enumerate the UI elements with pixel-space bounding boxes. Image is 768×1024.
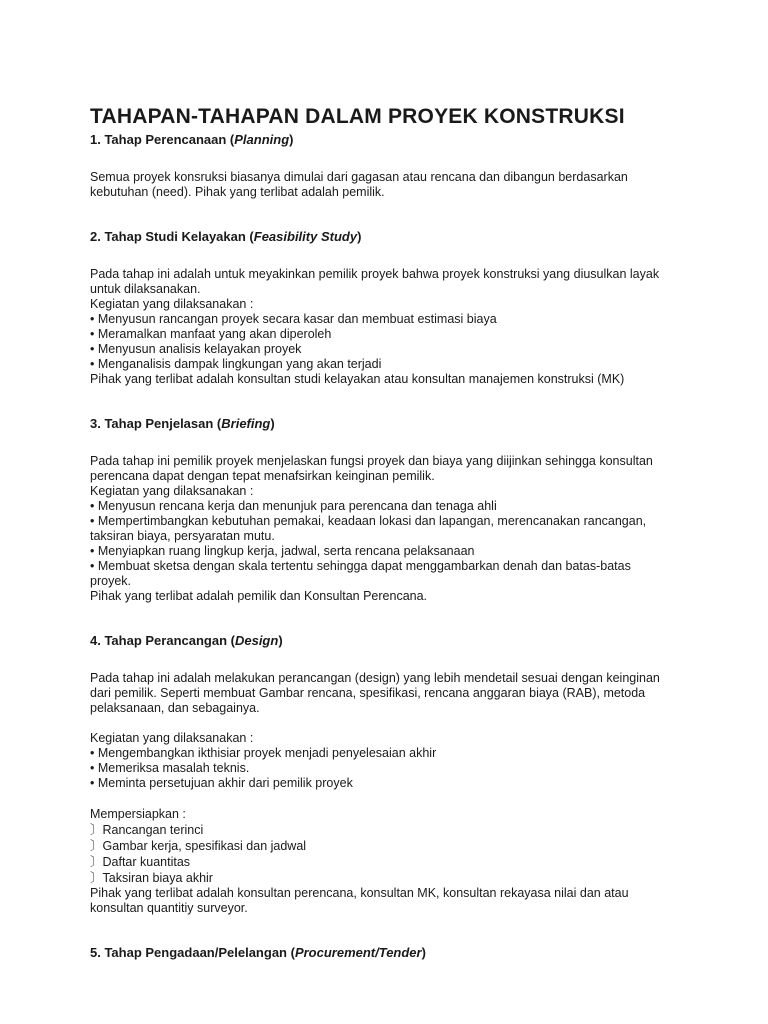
- section-3-line: proyek.: [90, 574, 131, 588]
- section-2-heading: 2. Tahap Studi Kelayakan (Feasibility Study): [90, 229, 362, 244]
- section-5-heading: 5. Tahap Pengadaan/Pelelangan (Procurement/Tender): [90, 945, 426, 960]
- section-4-activity-line: • Meminta persetujuan akhir dari pemilik proyek: [90, 776, 353, 790]
- section-3-line: • Menyiapkan ruang lingkup kerja, jadwal, serta rencana pelaksanaan: [90, 544, 475, 558]
- section-2-line: • Menganalisis dampak lingkungan yang akan terjadi: [90, 357, 382, 371]
- section-2-line: • Menyusun analisis kelayakan proyek: [90, 342, 302, 356]
- section-1-line: kebutuhan (need). Pihak yang terlibat adalah pemilik.: [90, 185, 385, 199]
- section-4-prep-line: 〕Daftar kuantitas: [90, 855, 191, 869]
- section-3-line: Pada tahap ini pemilik proyek menjelaskan fungsi proyek dan biaya yang diijinkan sehingga konsultan: [90, 454, 653, 468]
- document-page: [90, 104, 690, 961]
- section-4-prep-line: Pihak yang terlibat adalah konsultan perencana, konsultan MK, konsultan rekayasa nilai dan atau: [90, 886, 629, 900]
- section-4-activity-line: • Mengembangkan ikthisiar proyek menjadi penyelesaian akhir: [90, 746, 437, 760]
- section-4-intro-line: dari pemilik. Seperti membuat Gambar rencana, spesifikasi, rencana anggaran biaya (RAB), metoda: [90, 686, 646, 700]
- section-1-line: Semua proyek konsruksi biasanya dimulai dari gagasan atau rencana dan dibangun berdasarkan: [90, 170, 628, 184]
- section-3-line: • Mempertimbangkan kebutuhan pemakai, keadaan lokasi dan lapangan, merencanakan rancangan,: [90, 514, 647, 528]
- section-4-prep-line: konsultan quantitiy surveyor.: [90, 901, 248, 915]
- section-3-heading: 3. Tahap Penjelasan (Briefing): [90, 416, 275, 431]
- section-2-line: • Menyusun rancangan proyek secara kasar dan membuat estimasi biaya: [90, 312, 497, 326]
- section-4-heading: 4. Tahap Perancangan (Design): [90, 633, 283, 648]
- section-2-line: Kegiatan yang dilaksanakan :: [90, 297, 254, 311]
- section-3-line: Pihak yang terlibat adalah pemilik dan Konsultan Perencana.: [90, 589, 428, 603]
- section-2-line: • Meramalkan manfaat yang akan diperoleh: [90, 327, 332, 341]
- section-2-line: Pihak yang terlibat adalah konsultan studi kelayakan atau konsultan manajemen konstruksi (MK): [90, 372, 625, 386]
- section-3-line: • Menyusun rencana kerja dan menunjuk para perencana dan tenaga ahli: [90, 499, 497, 513]
- section-4-activity-line: Kegiatan yang dilaksanakan :: [90, 731, 254, 745]
- section-2-line: untuk dilaksanakan.: [90, 282, 201, 296]
- section-4-activity-line: • Memeriksa masalah teknis.: [90, 761, 250, 775]
- section-3-line: taksiran biaya, persyaratan mutu.: [90, 529, 275, 543]
- section-1-heading: 1. Tahap Perencanaan (Planning): [90, 132, 294, 147]
- section-4-prep-line: Mempersiapkan :: [90, 807, 186, 821]
- section-3-line: Kegiatan yang dilaksanakan :: [90, 484, 254, 498]
- section-4-intro-line: pelaksanaan, dan sebagainya.: [90, 701, 260, 715]
- section-4-prep-line: 〕Rancangan terinci: [90, 823, 204, 837]
- section-3-line: • Membuat sketsa dengan skala tertentu sehingga dapat menggambarkan denah dan batas-batas: [90, 559, 631, 573]
- section-3-line: perencana dapat dengan tepat menafsirkan keinginan pemilik.: [90, 469, 435, 483]
- document-title: TAHAPAN-TAHAPAN DALAM PROYEK KONSTRUKSI: [90, 105, 625, 128]
- section-2-line: Pada tahap ini adalah untuk meyakinkan pemilik proyek bahwa proyek konstruksi yang diusulkan layak: [90, 267, 660, 281]
- section-4-prep-line: 〕Gambar kerja, spesifikasi dan jadwal: [90, 839, 307, 853]
- section-4-prep-line: 〕Taksiran biaya akhir: [90, 871, 213, 885]
- section-4-intro-line: Pada tahap ini adalah melakukan perancangan (design) yang lebih mendetail sesuai dengan keinginan: [90, 671, 660, 685]
